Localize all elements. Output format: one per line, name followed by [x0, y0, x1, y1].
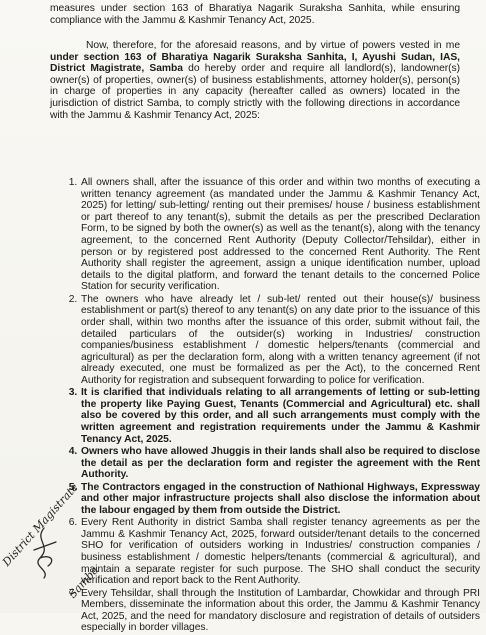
direction-item: 2. The owners who have already let / sub-let/ rented out their house(s)/ business establishment or part(s) thereof to any tenant(s) on any date prior to the issuance of this order shall, within two months after the issuance of this order, submit without fail, the detailed particulars of the outsider(s) working in Industries/ construction companies/business establishment / domestic helpers/tenants (commercial and agricultural) as per the declaration form, along with a written tenancy agreement (if not already executed, one must be formalized as per the Act), to the concerned Rent Authority for registration and subsequent forwarding to police for verification. [80, 294, 480, 387]
direction-item: 3. It is clarified that individuals relating to all arrangements of letting or sub-letting the property like Paying Guest, Tenants (Commercial and Agricultural) etc. shall also be covered by this order, and all such arrangements must comply with the written agreement and registration requirements under the Jammu & Kashmir Tenancy Act, 2025. [80, 387, 480, 445]
stamp-line-1: District Magistrate [0, 480, 81, 569]
order-lead: Now, therefore, for the aforesaid reasons, and by virtue of powers vested in me [86, 40, 460, 51]
intro-text: measures under section 163 of Bharatiya Nagarik Suraksha Sanhita, while ensuring compliance with the Jammu & Kashmir Tenancy Act, 2025. [50, 3, 460, 26]
order-rest: do hereby order and require all landlord(s), landowner(s) owner(s) of properties, owner(s) of business establishments, attorney holder(s), person(s) in charge of properties in any capacity (hereafter called as owners) located in the jurisdiction of district Samba, to comply strictly with the following directions in accordance with the Jammu & Kashmir Tenancy Act, 2025: [50, 63, 460, 121]
order-paragraph [50, 40, 460, 121]
direction-item: 7. Every Tehsildar, shall through the Institution of Lambardar, Chowkidar and through PRI Members, disseminate the information about this order, the Jammu & Kashmir Tenancy Act, 2025, and the need for mandatory disclosure and registration of details of outsiders especially in border villages. [80, 588, 480, 634]
signature-scribble [4, 520, 114, 610]
directions-list [58, 177, 480, 635]
direction-item: 5. The Contractors engaged in the construction of Nathional Highways, Expressway and other major infrastructure projects shall also disclose the information about the labour engaged by them from outside the District. [80, 482, 480, 517]
direction-item: 1. All owners shall, after the issuance of this order and within two months of executing a written tenancy agreement (as mandated under the Jammu & Kashmir Tenancy Act, 2025) for letting/ sub-letting/ renting out their premises/ house / business establishment or part thereof to any tenant(s), submit the details as per the prescribed Declaration Form, to be signed by both the owner(s) as well as the tenant(s), along with the tenancy agreement, to the concerned Rent Authority (Deputy Collector/Tehsildar), either in person or by registered post addressed to the concerned Rent Authority. The Rent Authority shall register the agreement, assign a unique identification number, upload details to the digital platform, and forward the tenant details to the concerned Police Station for security verification. [80, 177, 480, 293]
direction-item: 6. Every Rent Authority in district Samba shall register tenancy agreements as per the Jammu & Kashmir Tenancy Act, 2025, forward outsider/tenant details to the concerned SHO for verification of outsiders working in Industries/ construction companies / business establishment / domestic helpers/tenants (commercial & agricultural), and maintain a separate register for such purpose. The SHO shall conduct the security verification and report back to the Rent Authority. [80, 517, 480, 587]
order-authority: under section 163 of Bharatiya Nagarik Suraksha Sanhita, I, Ayushi Sudan, IAS, District Magistrate, Samba [50, 51, 460, 75]
direction-item: 4. Owners who have allowed Jhuggis in their lands shall also be required to disclose the detail as per the declaration form and register the agreement with the Rent Authority. [80, 446, 480, 481]
stamp-line-2: Samba [66, 563, 102, 601]
